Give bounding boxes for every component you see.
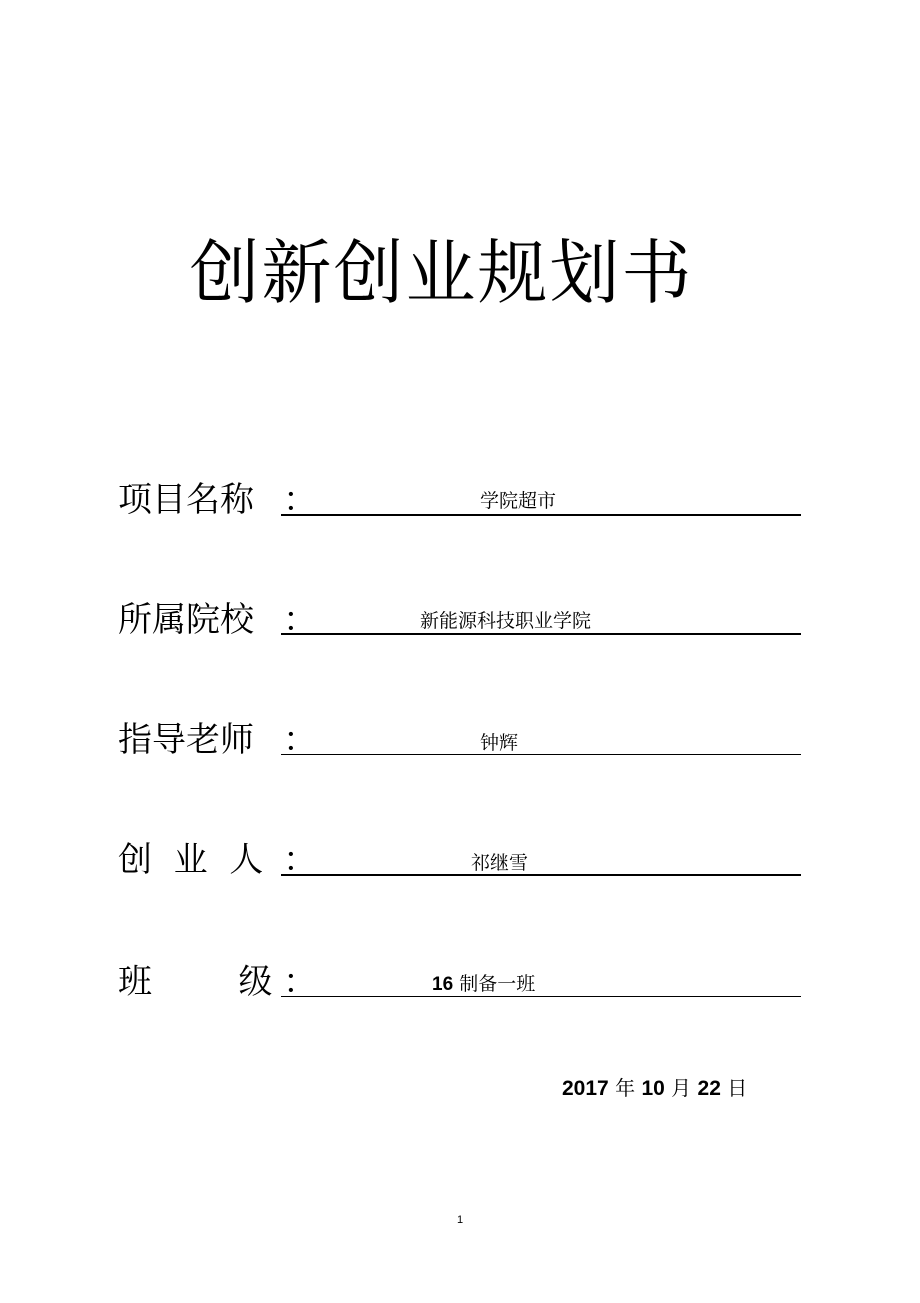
class-value <box>281 972 920 997</box>
project-name-label: 项目名称 <box>118 480 254 520</box>
class-colon: ： <box>283 962 317 1002</box>
page-number: 1 <box>456 1214 464 1226</box>
institution-value: 新能源科技职业学院 <box>420 610 592 632</box>
project-name-value: 学院超市 <box>480 490 557 512</box>
advisor-colon: ： <box>283 720 317 760</box>
date-day-unit: 日 <box>727 1076 748 1100</box>
class-value-text: 制备一班 <box>459 973 536 995</box>
date-month: 10 <box>641 1077 665 1100</box>
document-title: 创新创业规划书 <box>189 232 694 314</box>
project-name-colon: ： <box>283 480 317 520</box>
class-underline <box>281 996 801 997</box>
founder-value: 祁继雪 <box>471 852 529 874</box>
advisor-underline <box>281 754 801 755</box>
founder-colon: ： <box>283 840 317 880</box>
advisor-value: 钟辉 <box>480 732 519 754</box>
advisor-label: 指导老师 <box>118 720 254 760</box>
project-name-underline <box>281 514 801 516</box>
institution-colon: ： <box>283 600 317 640</box>
founder-underline <box>281 874 801 876</box>
document-date <box>562 1075 747 1102</box>
date-year: 2017 <box>562 1077 609 1100</box>
class-value-number: 16 <box>432 974 454 995</box>
founder-label: 创 业 人 <box>118 840 264 880</box>
institution-label: 所属院校 <box>118 600 254 640</box>
date-day: 22 <box>697 1077 721 1100</box>
date-month-unit: 月 <box>671 1076 692 1100</box>
class-label: 班 级 <box>118 962 273 1002</box>
date-year-unit: 年 <box>615 1076 636 1100</box>
institution-underline <box>281 633 801 635</box>
